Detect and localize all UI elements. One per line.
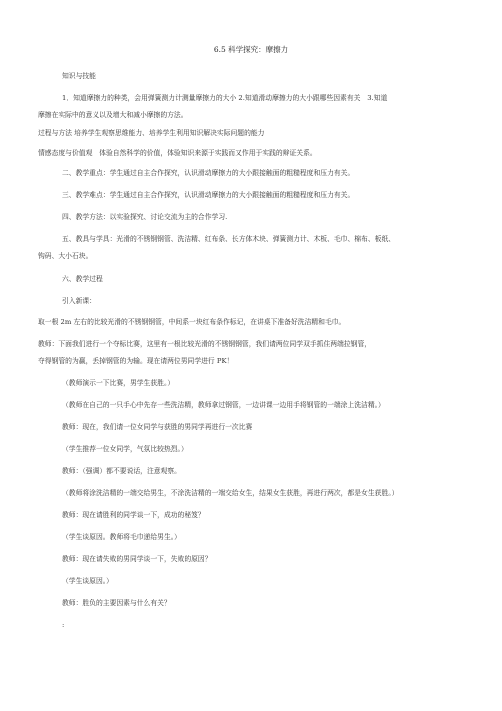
paragraph-teacher-5: 教师：现在请失败的男同学谈一下，失败的原因？ [62,555,212,563]
paragraph-knowledge-goals-cont: 摩擦在实际中的意义以及增大和减小摩擦的方法。 [38,111,188,119]
paragraph-knowledge-goals: 1．知道摩擦力的种类，会用弹簧测力计测量摩擦力的大小 2.知道滑动摩擦力的大小跟哪些因素有关 3.知道 [62,94,388,102]
paragraph-note-2: （教师在自己的一只手心中先存一些洗洁精，教师拿过钢管，一边讲课一边用手将钢管的一端涂上洗洁精。） [62,401,385,409]
paragraph-teaching-aids-cont: 钩码、大小石块。 [38,252,93,260]
document-title: 6.5 科学探究：摩擦力 [213,45,289,54]
section-knowledge-heading: 知识与技能 [62,72,96,80]
paragraph-note-5: （学生谈原因。教师将毛巾递给男生。） [62,533,181,541]
paragraph-teacher-2: 教师：现在，我们请一位女同学与获胜的男同学再进行一次比赛 [62,423,253,431]
paragraph-note-6: （学生谈原因。） [62,577,113,585]
paragraph-note-4: （教师将涂洗洁精的一端交给男生，不涂洗洁精的一端交给女生，结果女生获胜，再进行两次，都是女生获胜。） [62,489,399,497]
paragraph-teacher-1: 教师：下面我们进行一个夺标比赛，这里有一根比较光滑的不锈钢钢管，我们请两位同学双手抓住两端拉钢管， [38,340,372,348]
paragraph-teacher-6: 教师：胜负的主要因素与什么有关？ [62,599,171,607]
paragraph-teaching-aids: 五、教具与学具：光滑的不锈钢钢管、洗洁精、红布条、长方体木块、弹簧测力计、木板、毛巾、棉布、板纸、 [62,235,396,243]
paragraph-note-3: （学生推荐一位女同学，气氛比较热烈。） [62,445,188,453]
subsection-intro: 引入新课： [62,297,96,305]
paragraph-teaching-method: 四、教学方法：以实验探究、讨论交流为主的合作学习. [62,213,228,221]
paragraph-teacher-1-cont: 夺得钢管的为赢，丢掉钢管的为输。现在请两位男同学进行 PK！ [38,357,234,365]
paragraph-teaching-difficulty: 三、教学难点：学生通过自主合作探究，认识滑动摩擦力的大小跟接触面的粗糙程度和压力有关。 [62,191,355,199]
paragraph-teaching-focus: 二、教学重点：学生通过自主合作探究，认识滑动摩擦力的大小跟接触面的粗糙程度和压力有关。 [62,169,355,177]
paragraph-note-1: （教师演示一下比赛，男学生获胜。） [62,379,175,387]
paragraph-attitude-values: 情感态度与价值观 体验自然科学的价值，体验知识来源于实践而又作用于实践的辩证关系。 [38,149,317,157]
trailing-mark: : [62,621,65,629]
section-teaching-process: 六、教学过程 [62,275,103,283]
paragraph-setup: 取一根 2m 左右的比较光滑的不锈钢钢管，中间系一块红布条作标记，在讲桌下准备好洗洁精和毛巾。 [38,318,346,326]
paragraph-teacher-4: 教师：现在请胜利的同学谈一下，成功的秘笈？ [62,511,205,519]
paragraph-process-method: 过程与方法 培养学生观察思维能力、培养学生利用知识解决实际问题的能力 [38,129,265,137]
paragraph-teacher-3: 教师：（强调）都不要说话，注意观察。 [62,467,181,475]
